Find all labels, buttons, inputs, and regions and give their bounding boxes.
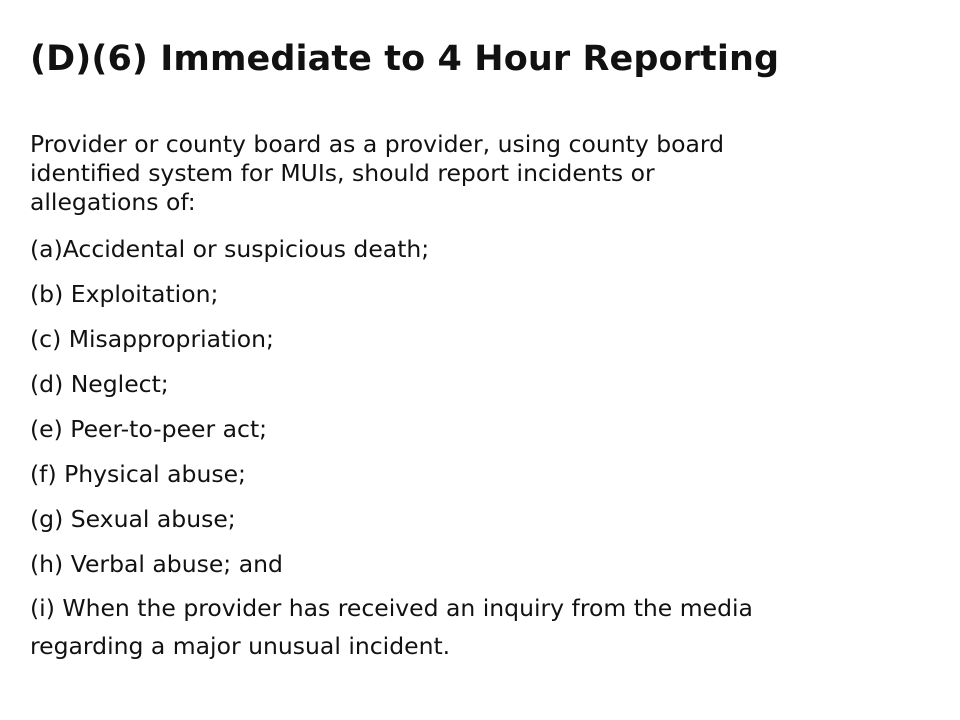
list-item-f: (f) Physical abuse;: [30, 460, 246, 488]
intro-paragraph: [30, 130, 930, 217]
list-item-i: [30, 589, 930, 665]
intro-line: Provider or county board as a provider, using county board: [30, 130, 725, 158]
slide-body: [30, 130, 930, 665]
list-item-d: (d) Neglect;: [30, 370, 169, 398]
list-item-c: (c) Misappropriation;: [30, 325, 274, 353]
list-item-a: (a)Accidental or suspicious death;: [30, 235, 430, 263]
slide-title: (D)(6) Immediate to 4 Hour Reporting: [30, 39, 780, 79]
list-item-h: (h) Verbal abuse; and: [30, 550, 283, 578]
list-item-i-line: (i) When the provider has received an inquiry from the media: [30, 594, 753, 622]
list-item-i-line: regarding a major unusual incident.: [30, 632, 451, 660]
intro-line: allegations of:: [30, 188, 196, 216]
reportable-incident-list: [30, 227, 930, 665]
list-item-g: (g) Sexual abuse;: [30, 505, 236, 533]
intro-line: identified system for MUIs, should report incidents or: [30, 159, 655, 187]
list-item-e: (e) Peer-to-peer act;: [30, 415, 268, 443]
list-item-b: (b) Exploitation;: [30, 280, 219, 308]
